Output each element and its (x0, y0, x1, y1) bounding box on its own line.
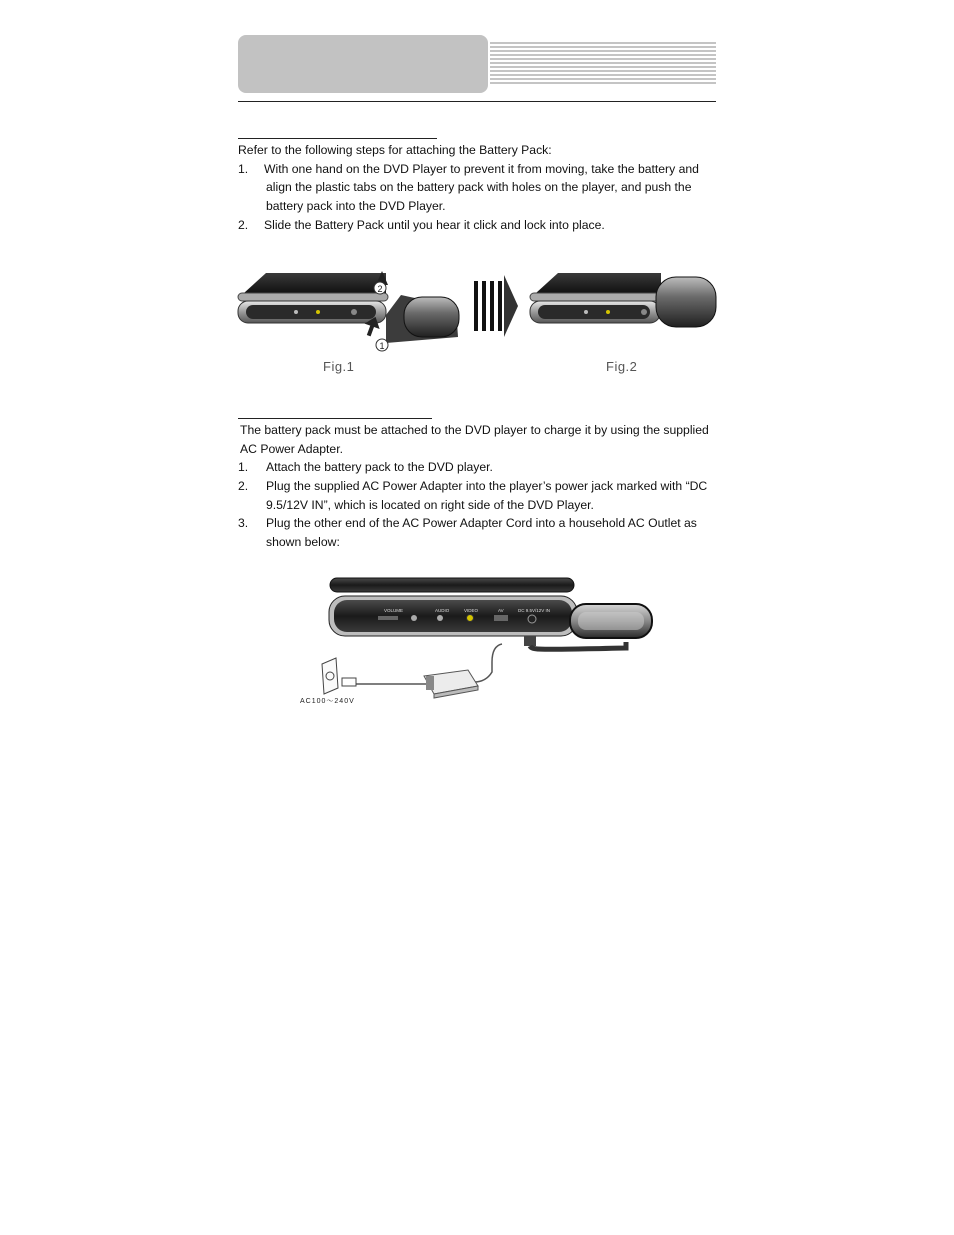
section2-step-2-line-2: 9.5/12V IN”, which is located on right side of the DVD Player. (266, 498, 594, 512)
section2-heading-rule (238, 418, 432, 419)
section2-step-2-line-1: Plug the supplied AC Power Adapter into the player’s power jack marked with “DC (266, 479, 708, 493)
fig1-label: Fig.1 (323, 359, 355, 374)
callout-2-text: 2 (377, 284, 383, 294)
fig1-battery-pack (386, 295, 459, 343)
header-title-box (238, 35, 488, 93)
section1-step-2-number: 2. (238, 218, 249, 232)
section1-step-1-line-1: With one hand on the DVD Player to prevent it from moving, take the battery and (264, 162, 699, 176)
section2-intro-line-2: AC Power Adapter. (240, 442, 343, 456)
header-decorative-lines (490, 42, 716, 86)
transition-arrow (474, 275, 518, 337)
section2-step-1-number: 1. (238, 460, 249, 474)
section2-step-2-number: 2. (238, 479, 249, 493)
section1-step-1-number: 1. (238, 162, 249, 176)
section1-heading-rule (238, 138, 437, 139)
panel-label-av: AV (498, 608, 504, 613)
section1-step-1-line-3: battery pack into the DVD Player. (266, 199, 446, 213)
dc-power-cable (474, 636, 626, 682)
section1-intro: Refer to the following steps for attaching the Battery Pack: (238, 143, 552, 157)
panel-label-video: VIDEO (464, 608, 479, 613)
player-front-panel (329, 596, 577, 636)
ac-adapter-connection-diagram (296, 572, 658, 710)
ac-power-adapter (424, 670, 478, 698)
section1-step-1-line-2: align the plastic tabs on the battery pack with holes on the player, and push the (266, 180, 692, 194)
panel-label-audio: AUDIO (435, 608, 450, 613)
callout-1-text: 1 (379, 341, 385, 351)
section1-step-2-line-1: Slide the Battery Pack until you hear it click and lock into place. (264, 218, 605, 232)
callout-2 (374, 282, 386, 294)
wall-outlet-icon (322, 658, 356, 694)
fig1-dvd-player (238, 273, 388, 323)
fig2-label: Fig.2 (606, 359, 638, 374)
fig2-dvd-player-with-battery (530, 273, 716, 327)
panel-label-volume: VOLUME (384, 608, 404, 613)
section2-step-3-number: 3. (238, 516, 249, 530)
battery-attach-illustration (236, 265, 718, 355)
section2-step-1-line-1: Attach the battery pack to the DVD player. (266, 460, 493, 474)
section2-step-3-line-1: Plug the other end of the AC Power Adapter Cord into a household AC Outlet as (266, 516, 697, 530)
panel-label-dc-in: DC 9.5V/12V IN (518, 608, 551, 613)
section2-intro-line-1: The battery pack must be attached to the DVD player to charge it by using the supplied (240, 423, 709, 437)
header-rule (238, 101, 716, 102)
voltage-label: AC100～240V (300, 698, 355, 705)
attached-battery-pack (570, 604, 652, 638)
section2-step-3-line-2: shown below: (266, 535, 340, 549)
callout-1 (376, 339, 388, 351)
